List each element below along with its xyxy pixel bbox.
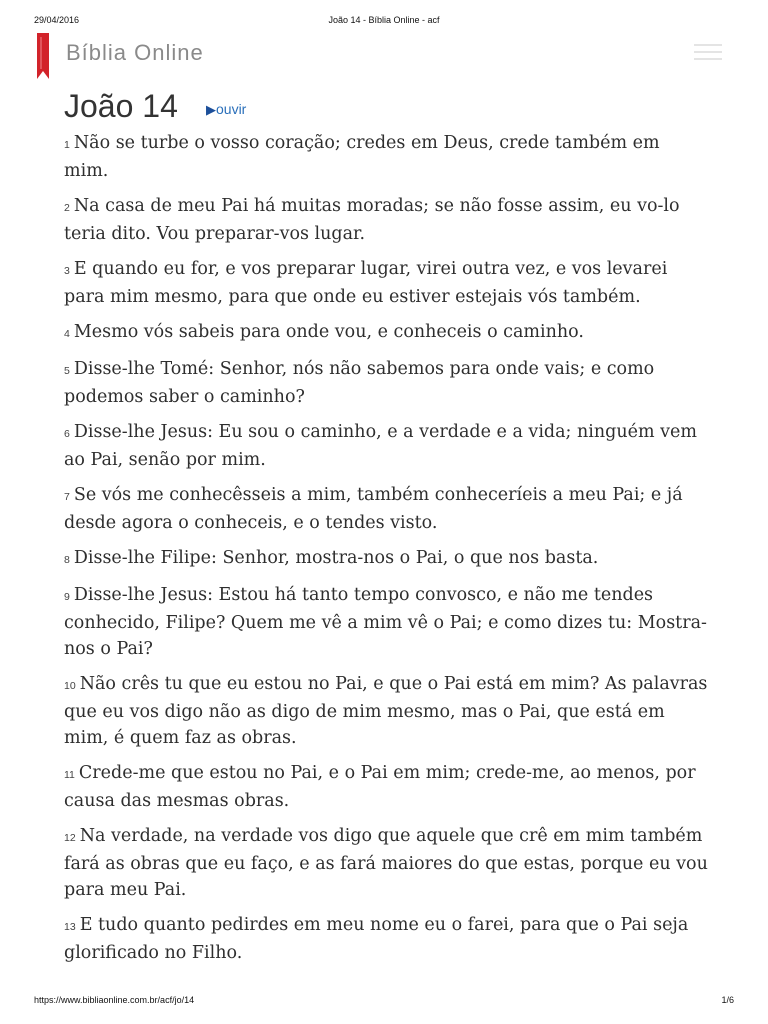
verse-number[interactable]: 5 — [64, 365, 70, 377]
verse-number[interactable]: 3 — [64, 265, 70, 277]
verse-number[interactable]: 12 — [64, 832, 76, 844]
verse-3 — [64, 256, 708, 310]
verse-text: Disse-lhe Filipe: Senhor, mostra-nos o Pai, o que nos basta. — [73, 548, 599, 568]
bookmark-ribbon-icon — [37, 33, 49, 79]
verse-number[interactable]: 2 — [64, 202, 70, 214]
verse-number[interactable]: 7 — [64, 491, 70, 503]
verse-7 — [64, 482, 708, 536]
play-icon: ▶ — [206, 102, 216, 117]
verse-text: Disse-lhe Jesus: Estou há tanto tempo convosco, e não me tendes conhecido, Filipe? Quem me vê a mim vê o Pai; e como dizes tu: Mostra-nos o Pai? — [64, 585, 707, 659]
verse-4 — [64, 319, 708, 347]
verse-number[interactable]: 13 — [64, 921, 76, 933]
listen-audio-link[interactable] — [206, 101, 246, 118]
print-url: https://www.bibliaonline.com.br/acf/jo/14 — [34, 995, 195, 1005]
verse-6 — [64, 419, 708, 473]
verse-list — [64, 130, 708, 975]
verse-text: Crede-me que estou no Pai, e o Pai em mim; crede-me, ao menos, por causa das mesmas obras. — [64, 763, 696, 811]
print-page-title: João 14 - Bíblia Online - acf — [328, 15, 440, 25]
verse-text: Disse-lhe Tomé: Senhor, nós não sabemos para onde vais; e como podemos saber o caminho? — [64, 359, 655, 407]
verse-12 — [64, 823, 708, 903]
verse-number[interactable]: 6 — [64, 428, 70, 440]
verse-text: Mesmo vós sabeis para onde vou, e conheceis o caminho. — [73, 322, 584, 342]
print-date: 29/04/2016 — [34, 15, 80, 25]
verse-text: E quando eu for, e vos preparar lugar, virei outra vez, e vos levarei para mim mesmo, para que onde eu estiver estejais vós também. — [64, 259, 668, 307]
verse-10 — [64, 671, 708, 751]
verse-text: Na casa de meu Pai há muitas moradas; se não fosse assim, eu vo-lo teria dito. Vou preparar-vos lugar. — [64, 196, 680, 244]
verse-2 — [64, 193, 708, 247]
chapter-title: João 14 — [64, 88, 178, 124]
hamburger-menu-icon[interactable] — [694, 44, 722, 66]
navbar — [34, 30, 734, 80]
print-footer — [0, 995, 768, 1009]
verse-number[interactable]: 11 — [64, 769, 75, 781]
brand-logo-text[interactable]: Bíblia Online — [66, 40, 204, 65]
verse-text: Na verdade, na verdade vos digo que aquele que crê em mim também fará as obras que eu faço, e as fará maiores do que estas, porque eu vou para meu Pai. — [64, 826, 708, 900]
verse-5 — [64, 356, 708, 410]
verse-9 — [64, 582, 708, 662]
verse-text: Se vós me conhecêsseis a mim, também conheceríeis a meu Pai; e já desde agora o conheceis, e o tendes visto. — [64, 485, 683, 533]
verse-11 — [64, 760, 708, 814]
listen-label: ouvir — [216, 101, 247, 117]
verse-number[interactable]: 10 — [64, 680, 76, 692]
verse-number[interactable]: 1 — [64, 139, 70, 151]
verse-number[interactable]: 9 — [64, 591, 70, 603]
verse-8 — [64, 545, 708, 573]
print-page-number: 1/6 — [721, 995, 734, 1005]
verse-number[interactable]: 4 — [64, 328, 70, 340]
print-header — [0, 15, 768, 29]
verse-text: E tudo quanto pedirdes em meu nome eu o farei, para que o Pai seja glorificado no Filho. — [64, 915, 689, 963]
verse-1 — [64, 130, 708, 184]
verse-number[interactable]: 8 — [64, 554, 70, 566]
verse-text: Disse-lhe Jesus: Eu sou o caminho, e a verdade e a vida; ninguém vem ao Pai, senão por mim. — [64, 422, 697, 470]
verse-text: Não crês tu que eu estou no Pai, e que o Pai está em mim? As palavras que eu vos digo não as digo de mim mesmo, mas o Pai, que está em mim, é quem faz as obras. — [64, 674, 708, 748]
verse-13 — [64, 912, 708, 966]
verse-text: Não se turbe o vosso coração; credes em Deus, crede também em mim. — [64, 133, 660, 181]
